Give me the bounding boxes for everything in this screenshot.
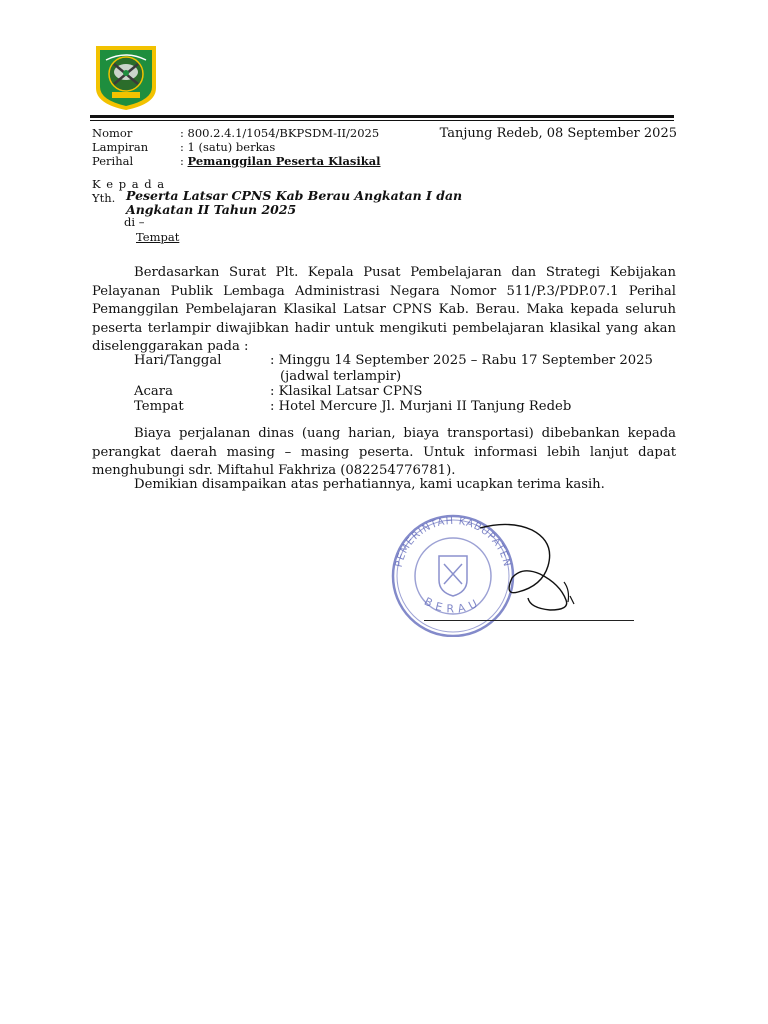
lampiran-value: : 1 (satu) berkas: [180, 140, 276, 154]
signature-line: [424, 620, 634, 621]
lampiran-label: Lampiran: [92, 140, 149, 154]
paragraph-2: Biaya perjalanan dinas (uang harian, biaya transportasi) dibebankan kepada perangkat daerah masing – masing peserta. Untuk informasi lebih lanjut dapat menghubungi sdr. Miftahul Fakhriza (082254776781).: [92, 426, 676, 478]
svg-text:PEMERINTAH KABUPATEN: PEMERINTAH KABUPATEN: [393, 515, 513, 569]
detail-value-acara: : Klasikal Latsar CPNS: [270, 384, 423, 399]
perihal-colon: :: [180, 154, 188, 168]
header-rule-thick: [90, 115, 674, 118]
recipient-line-1: Peserta Latsar CPNS Kab Berau Angkatan I dan: [126, 188, 463, 203]
detail-value-tempat: : Hotel Mercure Jl. Murjani II Tanjung Redeb: [270, 399, 572, 414]
perihal-label: Perihal: [92, 154, 134, 168]
place-date: Tanjung Redeb, 08 September 2025: [439, 126, 677, 141]
paragraph-1: Berdasarkan Surat Plt. Kepala Pusat Pembelajaran dan Strategi Kebijakan Pelayanan Publik Lembaga Administrasi Negara Nomor 511/P.3/PDP.07.1 Perihal Pemanggilan Pembelajaran Klasikal Latsar CPNS Kab. Berau. Maka kepada seluruh peserta terlampir diwajibkan hadir untuk mengikuti pembelajaran klasikal yang akan diselenggarakan pada :: [92, 265, 676, 354]
perihal-value: Pemanggilan Peserta Klasikal: [187, 154, 381, 168]
detail-label-tempat: Tempat: [134, 399, 184, 414]
svg-text:BERAU: BERAU: [422, 594, 484, 616]
signature: [470, 518, 600, 618]
detail-label-hari: Hari/Tanggal: [134, 353, 222, 368]
nomor-label: Nomor: [92, 126, 133, 140]
kabupaten-logo-icon: [92, 42, 160, 112]
detail-value-hari: : Minggu 14 September 2025 – Rabu 17 September 2025: [270, 353, 653, 368]
di-label: di –: [124, 215, 145, 229]
kepada-label: K e p a d a: [92, 177, 166, 191]
perihal-line: [180, 154, 381, 168]
detail-extra-hari: (jadwal terlampir): [280, 369, 402, 384]
recipient-line-2: Angkatan II Tahun 2025: [126, 202, 297, 217]
yth-label: Yth.: [92, 191, 116, 205]
nomor-value: : 800.2.4.1/1054/BKPSDM-II/2025: [180, 126, 380, 140]
closing-text: Demikian disampaikan atas perhatiannya, kami ucapkan terima kasih.: [134, 477, 605, 492]
tempat-label: Tempat: [136, 230, 180, 244]
header-rule-thin: [90, 120, 674, 121]
detail-label-acara: Acara: [134, 384, 173, 399]
